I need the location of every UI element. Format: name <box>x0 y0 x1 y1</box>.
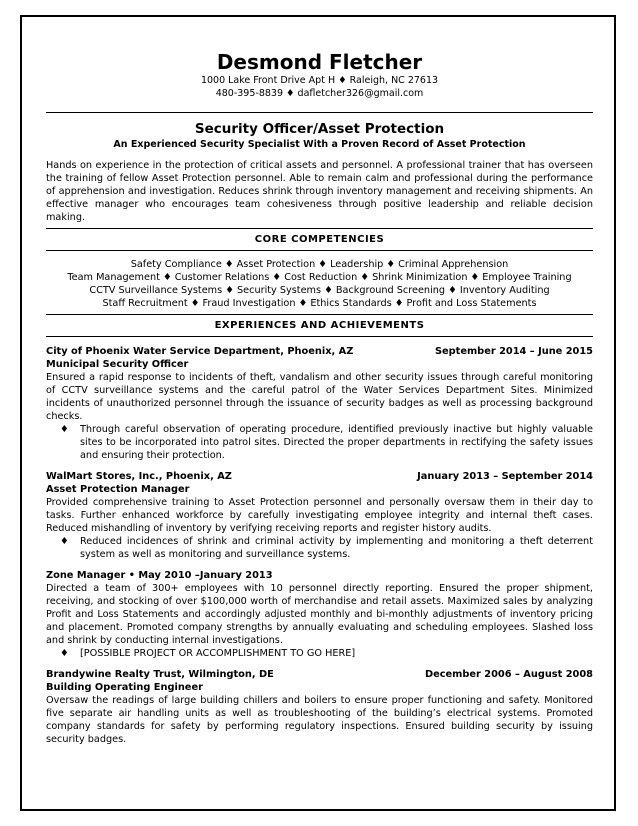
headline-subtitle: An Experienced Security Specialist With a Proven Record of Asset Protection <box>113 139 526 150</box>
competency-line: Safety Compliance ♦ Asset Protection ♦ Leadership ♦ Criminal Apprehension <box>130 259 509 270</box>
address-line: 1000 Lake Front Drive Apt H ♦ Raleigh, NC 27613 <box>200 75 439 86</box>
job-employer: City of Phoenix Water Service Department, Phoenix, AZ <box>46 346 354 357</box>
competency-line: Team Management ♦ Customer Relations ♦ Cost Reduction ♦ Shrink Minimization ♦ Employee Training <box>67 272 572 283</box>
phone-email-line: 480-395-8839 ♦ dafletcher326@gmail.com <box>215 88 424 99</box>
job-dates: January 2013 – September 2014 <box>417 471 593 482</box>
job-bullet-text: Reduced incidences of shrink and criminal activity by implementing and monitoring a theft deterrent system as well as monitoring and surveillance systems. <box>80 536 593 560</box>
experience-top-divider <box>46 314 593 315</box>
experience-bottom-divider <box>46 336 593 337</box>
competency-line: Staff Recruitment ♦ Fraud Investigation ♦ Ethics Standards ♦ Profit and Loss Statements <box>102 298 537 309</box>
resume-content <box>46 50 593 746</box>
job-entry <box>46 569 593 660</box>
job-title: Municipal Security Officer <box>46 359 189 370</box>
competencies-top-divider <box>46 228 593 229</box>
job-employer: WalMart Stores, Inc., Phoenix, AZ <box>46 471 232 482</box>
job-employer: Brandywine Realty Trust, Wilmington, DE <box>46 669 274 680</box>
competencies-heading: CORE COMPETENCIES <box>254 234 385 245</box>
candidate-name: Desmond Fletcher <box>216 50 423 74</box>
job-bullet-text: Through careful observation of operating procedure, identified previously inactive but highly valuable sites to be incorporated into patrol sites. Directed the proper departments in rectifying the safety issues and ensuring their protection. <box>80 424 593 461</box>
job-dates: September 2014 – June 2015 <box>434 346 593 357</box>
diamond-bullet-icon: ♦ <box>60 424 69 435</box>
job-bullet <box>46 535 593 561</box>
job-title: Asset Protection Manager <box>46 484 190 495</box>
diamond-bullet-icon: ♦ <box>60 648 69 659</box>
job-entry <box>46 470 593 561</box>
header-divider <box>46 112 593 113</box>
job-bullet <box>46 647 593 660</box>
job-description: Provided comprehensive training to Asset Protection personnel and personally oversaw them in their day to tasks. Further enhanced workforce by carefully investigating employee integrity and internal theft cases. Reduced mishandling of inventory by verifying receiving reports and register history audits. <box>46 497 593 534</box>
competency-line: CCTV Surveillance Systems ♦ Security Systems ♦ Background Screening ♦ Inventory Auditing <box>89 285 550 296</box>
job-entry <box>46 668 593 746</box>
job-title-line: Zone Manager • May 2010 –January 2013 <box>46 570 273 581</box>
experience-heading: EXPERIENCES AND ACHIEVEMENTS <box>214 320 425 331</box>
job-header <box>46 470 593 483</box>
job-description: Oversaw the readings of large building chillers and boilers to ensure proper functioning and safety. Monitored five separate air handling units as well as troubleshooting of the building’s electrical systems. Promoted company standards for safety by performing regulatory inspections. Ensured building security by issuing security badges. <box>46 695 593 745</box>
job-header <box>46 345 593 358</box>
competencies-bottom-divider <box>46 250 593 251</box>
headline-title: Security Officer/Asset Protection <box>194 121 445 137</box>
job-description: Ensured a rapid response to incidents of theft, vandalism and other security issues through careful monitoring of CCTV surveillance systems and the careful patrol of the Water Services Department Sites. Minimized incidents of unauthorized personnel through the issuance of security badges as well as processing background checks. <box>46 372 593 422</box>
job-title: Building Operating Engineer <box>46 682 203 693</box>
job-entry <box>46 345 593 462</box>
competencies-list <box>46 258 593 310</box>
diamond-bullet-icon: ♦ <box>60 536 69 547</box>
job-bullet-text: [POSSIBLE PROJECT OR ACCOMPLISHMENT TO GO HERE] <box>80 648 356 659</box>
job-dates: December 2006 – August 2008 <box>424 669 593 680</box>
summary-paragraph: Hands on experience in the protection of critical assets and personnel. A professional trainer that has overseen the training of fellow Asset Protection personnel. Able to remain calm and professional during the performance of apprehension and investigation. Reduces shrink through inventory management and receiving shipments. An effective manager who encourages team cohesiveness through positive leadership and reliable decision making. <box>46 160 593 223</box>
job-bullet <box>46 423 593 462</box>
job-description: Directed a team of 300+ employees with 10 personnel directly reporting. Ensured the proper shipment, receiving, and stocking of over $100,000 worth of merchandise and retail assets. Maximized sales by analyzing Profit and Loss Statements and accordingly adjusted monthly and bi-monthly adjustments of inventory pricing and placement. Promoted company strengths by annually evaluating and scheduling employees. Slashed loss and shrink by conducting internal investigations. <box>46 583 593 646</box>
job-header <box>46 668 593 681</box>
